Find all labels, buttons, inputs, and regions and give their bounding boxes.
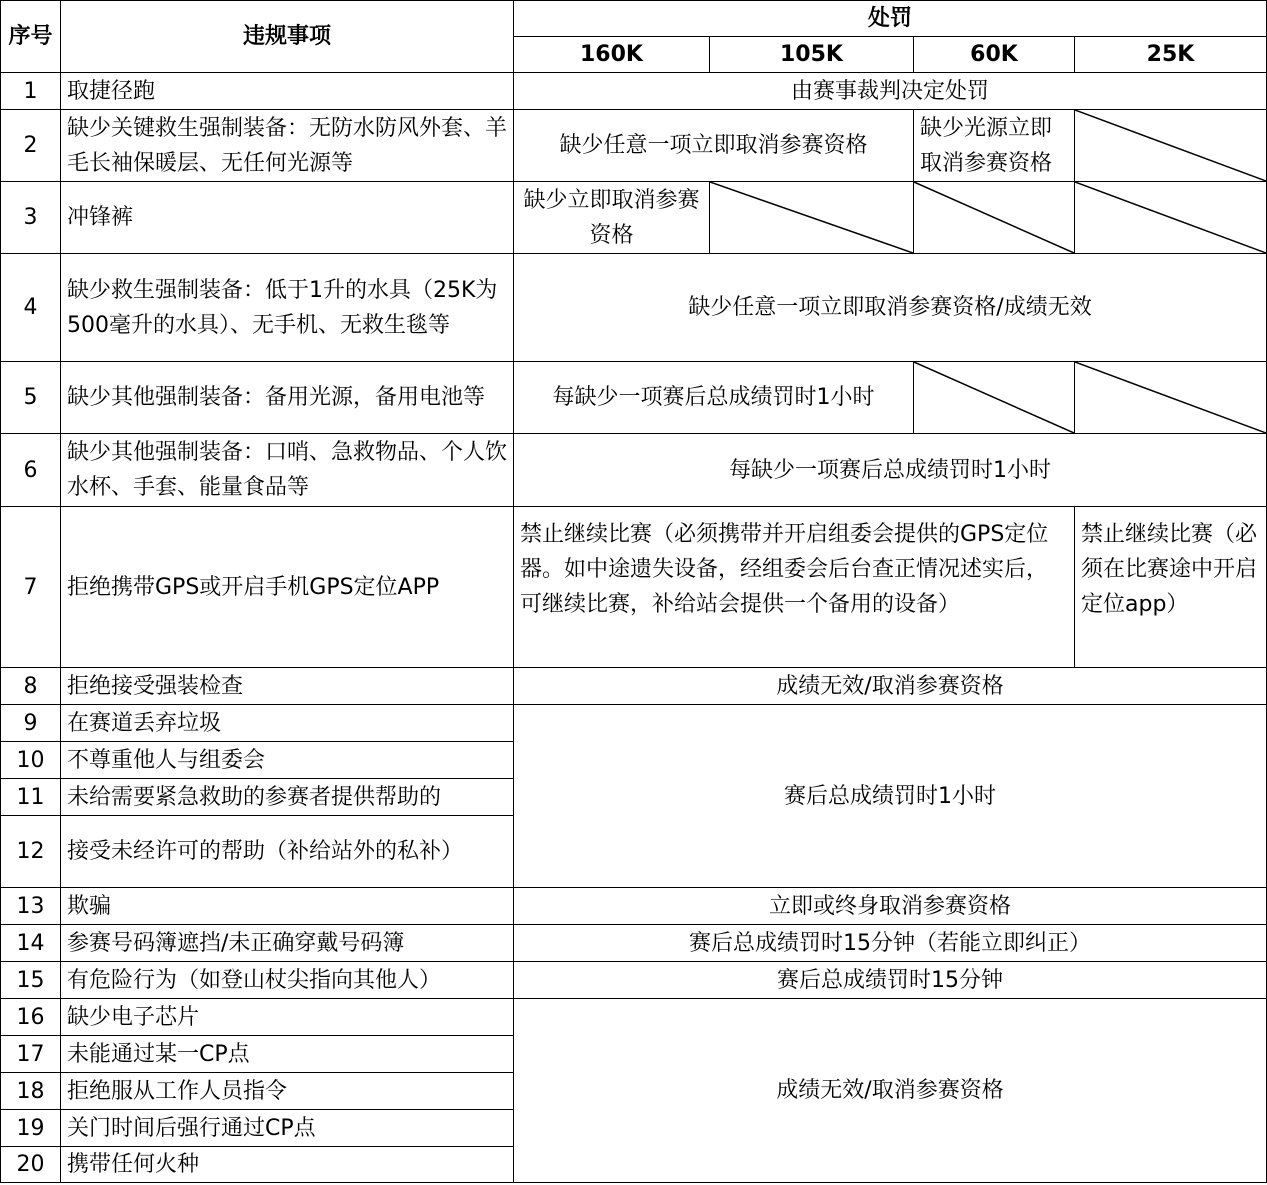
- row-number: 4: [1, 254, 61, 362]
- violation-text: 有危险行为（如登山杖尖指向其他人）: [61, 962, 514, 999]
- row-number: 9: [1, 705, 61, 742]
- violation-text: 缺少其他强制装备：备用光源，备用电池等: [61, 362, 514, 434]
- not-applicable-cell: [1075, 362, 1267, 434]
- violation-text: 关门时间后强行通过CP点: [61, 1110, 514, 1147]
- row-number: 11: [1, 779, 61, 816]
- table-row: [1, 888, 1267, 925]
- violation-text: 在赛道丢弃垃圾: [61, 705, 514, 742]
- penalty-cell: 赛后总成绩罚时15分钟: [514, 962, 1267, 999]
- table-row: [1, 362, 1267, 434]
- penalty-cell: 赛后总成绩罚时15分钟（若能立即纠正）: [514, 925, 1267, 962]
- table-row: [1, 925, 1267, 962]
- header-60k: 60K: [914, 37, 1075, 73]
- row-number: 1: [1, 73, 61, 110]
- not-applicable-cell: [914, 182, 1075, 254]
- penalty-cell: 缺少立即取消参赛资格: [514, 182, 710, 254]
- row-number: 20: [1, 1147, 61, 1183]
- penalty-cell: 每缺少一项赛后总成绩罚时1小时: [514, 434, 1267, 507]
- penalty-cell: 缺少任意一项立即取消参赛资格: [514, 110, 914, 182]
- table-row: [1, 507, 1267, 668]
- penalty-cell: 缺少任意一项立即取消参赛资格/成绩无效: [514, 254, 1267, 362]
- violation-text: 拒绝服从工作人员指令: [61, 1073, 514, 1110]
- row-number: 7: [1, 507, 61, 668]
- violation-text: 未能通过某一CP点: [61, 1036, 514, 1073]
- penalty-cell: 禁止继续比赛（必须携带并开启组委会提供的GPS定位器。如中途遗失设备，经组委会后台查正情况述实后，可继续比赛，补给站会提供一个备用的设备）: [514, 507, 1075, 668]
- not-applicable-cell: [1075, 110, 1267, 182]
- penalty-cell: 缺少光源立即取消参赛资格: [914, 110, 1075, 182]
- row-number: 18: [1, 1073, 61, 1110]
- violation-text: 拒绝接受强装检查: [61, 668, 514, 705]
- violation-text: 未给需要紧急救助的参赛者提供帮助的: [61, 779, 514, 816]
- table-row: [1, 668, 1267, 705]
- row-number: 15: [1, 962, 61, 999]
- violation-text: 不尊重他人与组委会: [61, 742, 514, 779]
- table-row: [1, 999, 1267, 1036]
- violation-text: 冲锋裤: [61, 182, 514, 254]
- header-25k: 25K: [1075, 37, 1267, 73]
- violation-text: 缺少其他强制装备：口哨、急救物品、个人饮水杯、手套、能量食品等: [61, 434, 514, 507]
- row-number: 3: [1, 182, 61, 254]
- row-number: 14: [1, 925, 61, 962]
- violation-text: 取捷径跑: [61, 73, 514, 110]
- violation-text: 缺少救生强制装备：低于1升的水具（25K为500毫升的水具）、无手机、无救生毯等: [61, 254, 514, 362]
- violation-text: 欺骗: [61, 888, 514, 925]
- header-number: 序号: [1, 1, 61, 73]
- table-row: [1, 705, 1267, 742]
- penalty-cell: 由赛事裁判决定处罚: [514, 73, 1267, 110]
- violation-text: 拒绝携带GPS或开启手机GPS定位APP: [61, 507, 514, 668]
- violation-text: 接受未经许可的帮助（补给站外的私补）: [61, 816, 514, 888]
- row-number: 17: [1, 1036, 61, 1073]
- row-number: 12: [1, 816, 61, 888]
- header-penalty: 处罚: [514, 1, 1267, 37]
- violation-text: 缺少电子芯片: [61, 999, 514, 1036]
- row-number: 6: [1, 434, 61, 507]
- violation-text: 携带任何火种: [61, 1147, 514, 1183]
- penalty-cell: 禁止继续比赛（必须在比赛途中开启定位app）: [1075, 507, 1267, 668]
- penalty-cell: 立即或终身取消参赛资格: [514, 888, 1267, 925]
- penalty-cell: 成绩无效/取消参赛资格: [514, 999, 1267, 1183]
- row-number: 5: [1, 362, 61, 434]
- violation-text: 缺少关键救生强制装备：无防水防风外套、羊毛长袖保暖层、无任何光源等: [61, 110, 514, 182]
- penalty-cell: 赛后总成绩罚时1小时: [514, 705, 1267, 888]
- table-row: [1, 110, 1267, 182]
- not-applicable-cell: [914, 362, 1075, 434]
- row-number: 10: [1, 742, 61, 779]
- not-applicable-cell: [1075, 182, 1267, 254]
- row-number: 2: [1, 110, 61, 182]
- row-number: 13: [1, 888, 61, 925]
- row-number: 16: [1, 999, 61, 1036]
- row-number: 8: [1, 668, 61, 705]
- penalty-cell: 每缺少一项赛后总成绩罚时1小时: [514, 362, 914, 434]
- table-row: [1, 254, 1267, 362]
- table-row: [1, 182, 1267, 254]
- table-row: [1, 434, 1267, 507]
- table-row: [1, 73, 1267, 110]
- violation-text: 参赛号码簿遮挡/未正确穿戴号码簿: [61, 925, 514, 962]
- table-row: [1, 962, 1267, 999]
- not-applicable-cell: [710, 182, 914, 254]
- header-105k: 105K: [710, 37, 914, 73]
- header-160k: 160K: [514, 37, 710, 73]
- row-number: 19: [1, 1110, 61, 1147]
- penalty-cell: 成绩无效/取消参赛资格: [514, 668, 1267, 705]
- header-violation: 违规事项: [61, 1, 514, 73]
